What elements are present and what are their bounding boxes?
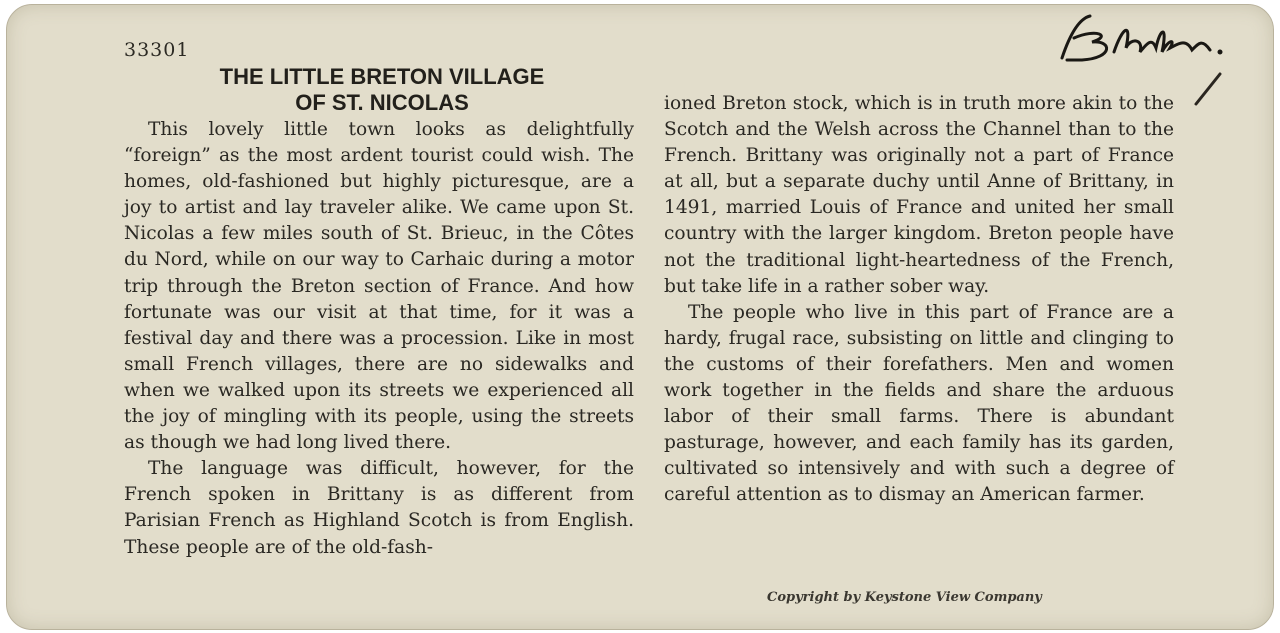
title-line-1: THE LITTLE BRETON VILLAGE [219,64,545,89]
paragraph: The language was difficult, however, for the French spoken in Brittany is as different from Parisian French as Highland Scotch is from English. These people are of the old-fash- [124,458,634,558]
catalog-number: 33301 [124,39,190,61]
title-line-2: OF ST. NICOLAS [295,90,469,115]
right-column [664,91,1174,509]
stereoview-card-back [6,4,1274,630]
left-column [124,117,634,561]
paragraph: The people who live in this part of France are a hardy, frugal race, subsisting on little and clinging to the customs of their forefathers. Men and women work together in the fields and share the arduous labor of their small farms. There is abundant pasturage, however, and each family has its garden, cultivated so intensively and with such a degree of careful attention as to dismay an American farmer. [664,301,1174,506]
pencil-tick-mark [1188,70,1228,114]
paragraph: ioned Breton stock, which is in truth more akin to the Scotch and the Welsh across the Channel than to the French. Brittany was originally not a part of France at all, but a separate duchy until Anne of Brittany, in 1491, married Louis of France and united her small country with the larger kingdom. Breton people have not the traditional light-heartedness of the French, but take life in a rather sober way. [664,93,1174,297]
handwritten-signature [1052,8,1232,72]
copyright-notice: Copyright by Keystone View Company [767,590,1042,605]
paragraph: This lovely little town looks as delightfully “foreign” as the most ardent tourist could wish. The homes, old-fashioned but highly picturesque, are a joy to artist and lay traveler alike. We came upon St. Nicolas a few miles south of St. Brieuc, in the Côtes du Nord, while on our way to Carhaic during a motor trip through the Breton section of France. And how fortunate was our visit at that time, for it was a festival day and there was a procession. Like in most small French villages, there are no sidewalks and when we walked upon its streets we experienced all the joy of mingling with its people, using the streets as though we had long lived there. [124,119,634,454]
card-title [117,64,647,116]
